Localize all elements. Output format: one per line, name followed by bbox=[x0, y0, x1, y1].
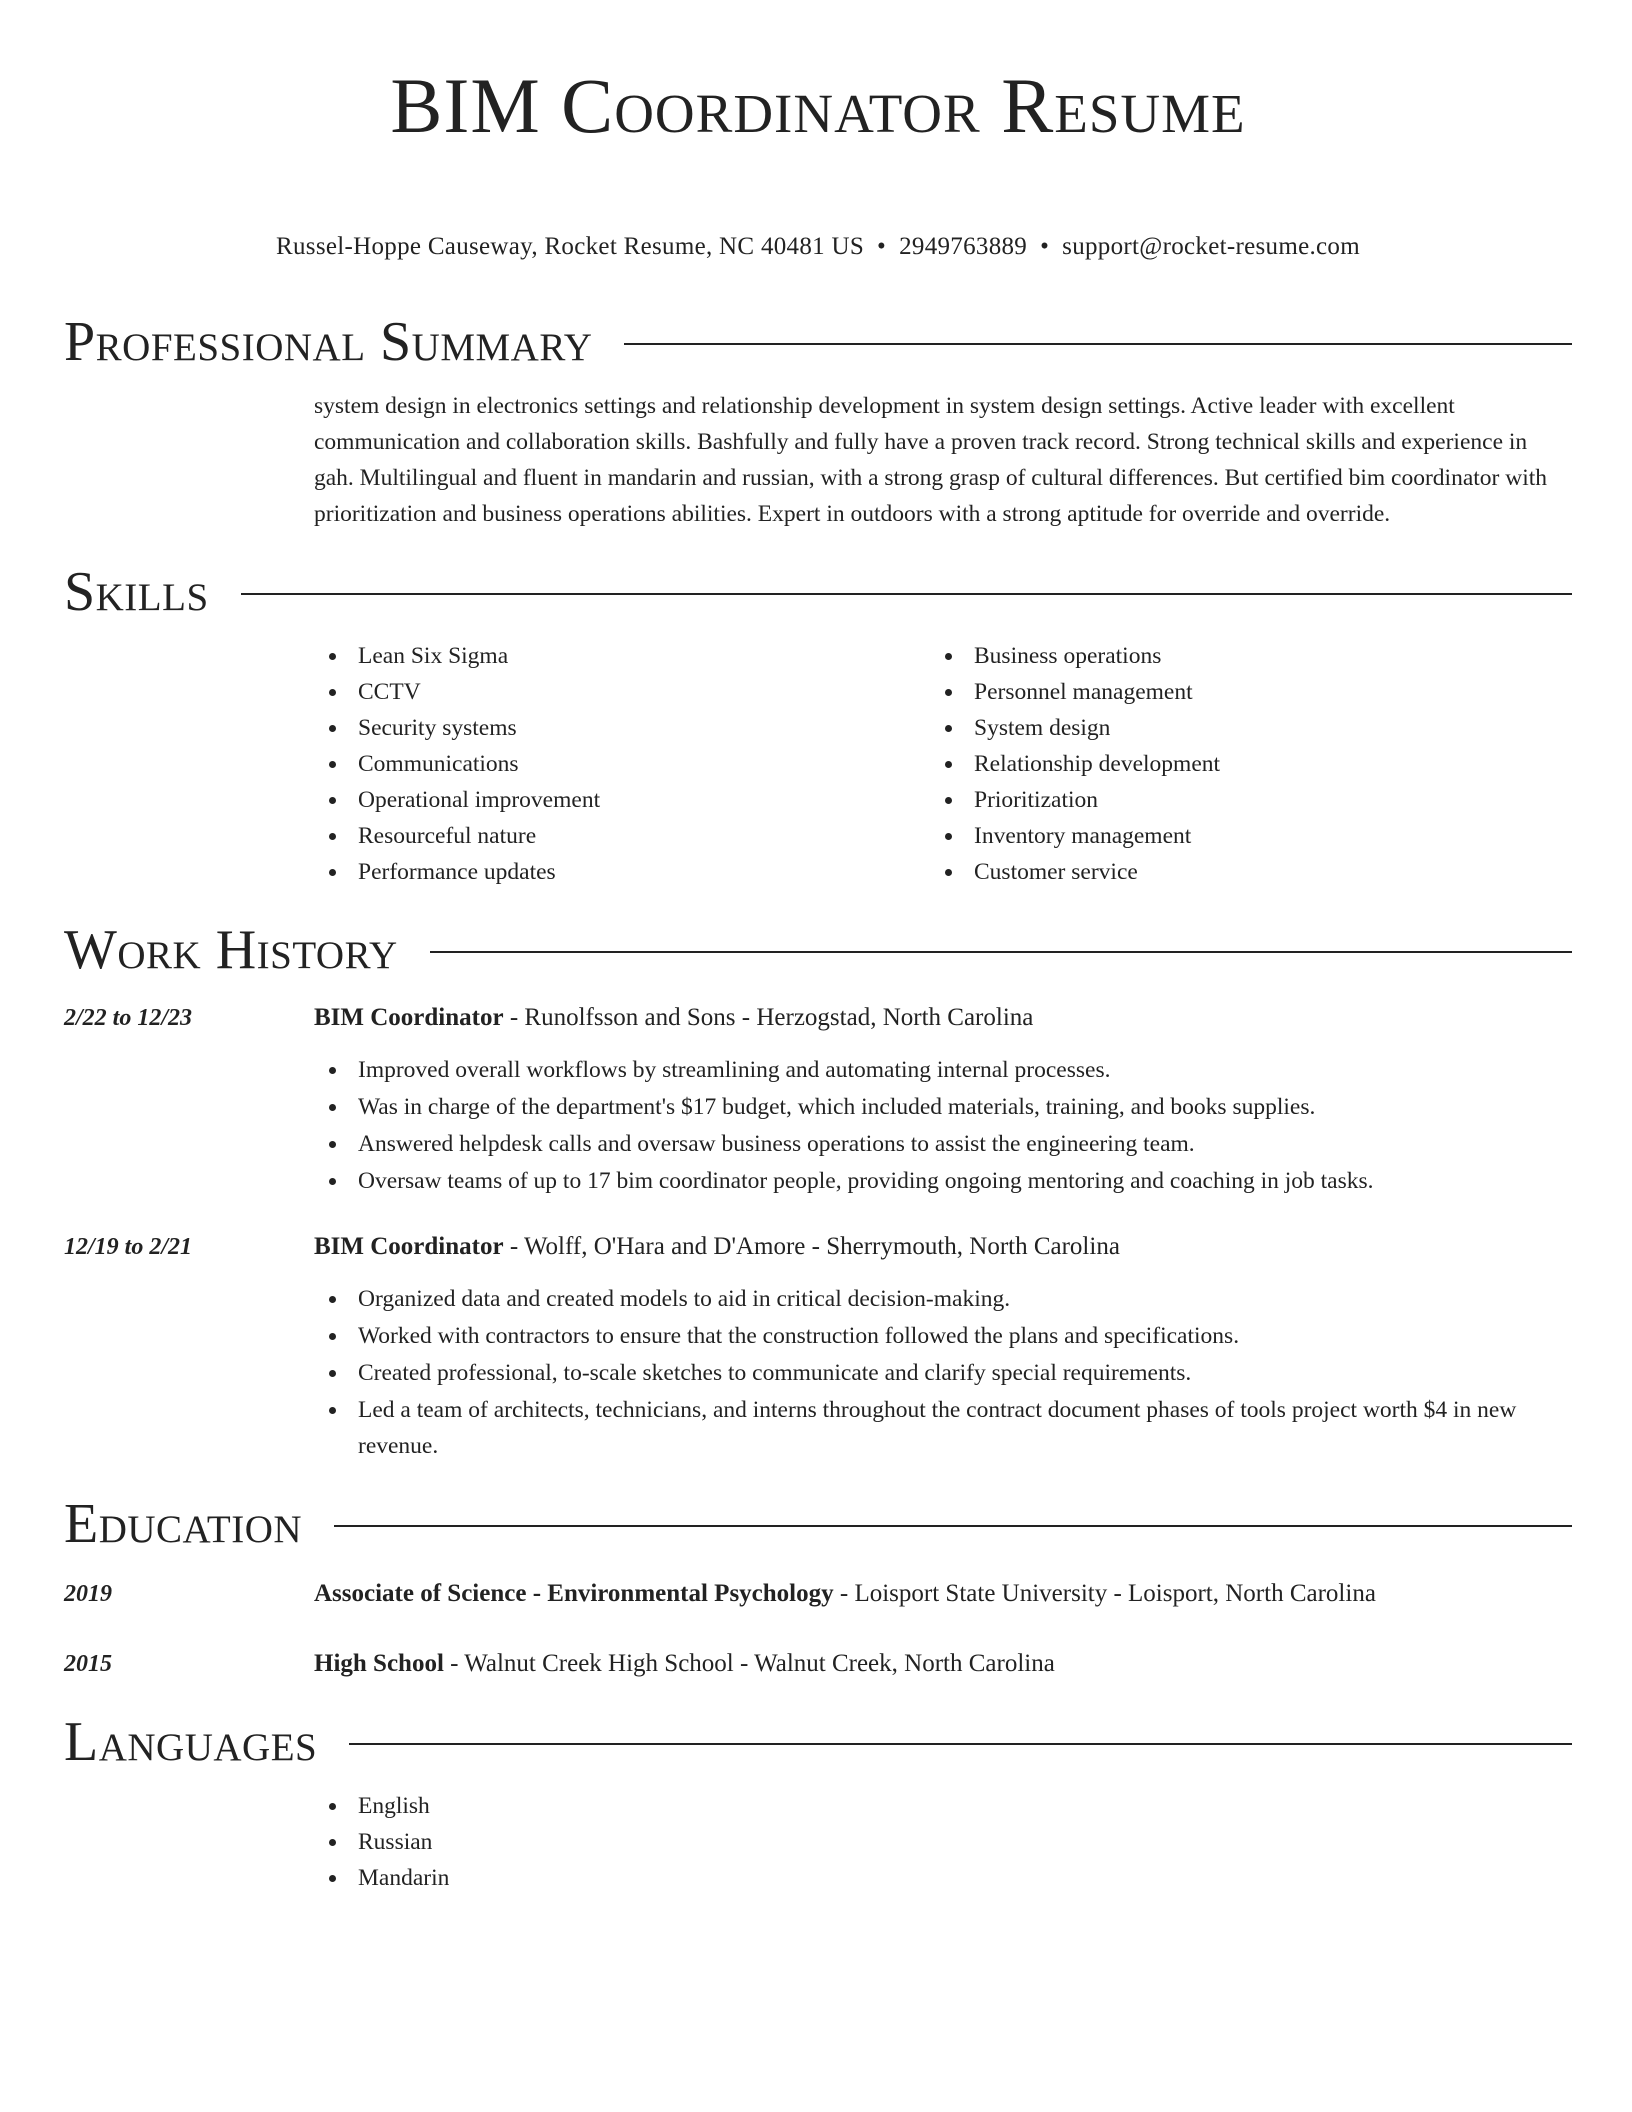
skills-list-right bbox=[930, 638, 1546, 890]
skill-item: Personnel management bbox=[930, 674, 1546, 710]
skill-item: Security systems bbox=[314, 710, 930, 746]
section-divider bbox=[241, 593, 1572, 595]
work-entry bbox=[64, 1229, 1572, 1464]
skill-item: Operational improvement bbox=[314, 782, 930, 818]
language-item: Mandarin bbox=[314, 1860, 1572, 1896]
work-heading-line bbox=[314, 1229, 1120, 1265]
skills-list-left bbox=[314, 638, 930, 890]
work-bullet: Oversaw teams of up to 17 bim coordinator people, providing ongoing mentoring and coaching in job tasks. bbox=[314, 1163, 1572, 1199]
resume-title: BIM Coordinator Resume bbox=[390, 62, 1246, 149]
contact-line bbox=[64, 230, 1572, 264]
section-divider bbox=[334, 1525, 1572, 1527]
skill-item: Resourceful nature bbox=[314, 818, 930, 854]
education-heading-line bbox=[314, 1576, 1376, 1612]
contact-email: support@rocket-resume.com bbox=[1062, 233, 1360, 260]
skill-item: Performance updates bbox=[314, 854, 930, 890]
education-details: - Walnut Creek High School - Walnut Creek, North Carolina bbox=[443, 1650, 1055, 1677]
language-item: English bbox=[314, 1788, 1572, 1824]
skill-item: CCTV bbox=[314, 674, 930, 710]
resume-page bbox=[64, 0, 1572, 1896]
work-heading-line bbox=[314, 1000, 1033, 1036]
work-dates: 12/19 to 2/21 bbox=[64, 1234, 193, 1260]
skill-item: System design bbox=[930, 710, 1546, 746]
skill-item: Prioritization bbox=[930, 782, 1546, 818]
work-bullet: Worked with contractors to ensure that the construction followed the plans and specifications. bbox=[314, 1318, 1572, 1354]
education-entry bbox=[64, 1576, 1572, 1612]
language-item: Russian bbox=[314, 1824, 1572, 1860]
skill-item: Customer service bbox=[930, 854, 1546, 890]
section-divider bbox=[349, 1743, 1572, 1745]
work-bullet: Was in charge of the department's $17 budget, which included materials, training, and books supplies. bbox=[314, 1089, 1572, 1125]
education-heading-line bbox=[314, 1646, 1055, 1682]
education-year: 2015 bbox=[64, 1651, 112, 1677]
summary-heading: Professional Summary bbox=[64, 311, 593, 373]
work-bullet: Led a team of architects, technicians, and interns throughout the contract document phases of tools project worth $4 in new revenue. bbox=[314, 1392, 1572, 1464]
work-bullet: Created professional, to-scale sketches to communicate and clarify special requirements. bbox=[314, 1355, 1572, 1391]
languages-list bbox=[314, 1788, 1572, 1896]
skill-item: Communications bbox=[314, 746, 930, 782]
skills-columns bbox=[314, 638, 1572, 890]
job-details: - Wolff, O'Hara and D'Amore - Sherrymouth, North Carolina bbox=[503, 1233, 1120, 1260]
education-details: - Loisport State University - Loisport, North Carolina bbox=[833, 1580, 1376, 1607]
skill-item: Lean Six Sigma bbox=[314, 638, 930, 674]
skill-item: Inventory management bbox=[930, 818, 1546, 854]
work-bullets bbox=[314, 1052, 1572, 1199]
languages-section-header bbox=[64, 1710, 1572, 1774]
skills-section-header bbox=[64, 560, 1572, 624]
education-entry bbox=[64, 1646, 1572, 1682]
work-bullet: Improved overall workflows by streamlining and automating internal processes. bbox=[314, 1052, 1572, 1088]
education-degree: High School bbox=[314, 1650, 444, 1677]
education-section-header bbox=[64, 1492, 1572, 1556]
contact-separator: • bbox=[877, 233, 887, 260]
work-bullet: Answered helpdesk calls and oversaw business operations to assist the engineering team. bbox=[314, 1126, 1572, 1162]
work-bullets bbox=[314, 1281, 1572, 1464]
skill-item: Relationship development bbox=[930, 746, 1546, 782]
work-entry-header bbox=[64, 1000, 1572, 1036]
work-section-header bbox=[64, 918, 1572, 982]
education-degree: Associate of Science - Environmental Psychology bbox=[314, 1580, 834, 1607]
education-year: 2019 bbox=[64, 1581, 112, 1607]
contact-address: Russel-Hoppe Causeway, Rocket Resume, NC 40481 US bbox=[276, 233, 865, 260]
job-title: BIM Coordinator bbox=[314, 1233, 504, 1260]
job-title: BIM Coordinator bbox=[314, 1004, 504, 1031]
work-heading: Work History bbox=[64, 919, 398, 981]
work-dates: 2/22 to 12/23 bbox=[64, 1005, 193, 1031]
work-entry bbox=[64, 1000, 1572, 1199]
work-entry-header bbox=[64, 1229, 1572, 1265]
skill-item: Business operations bbox=[930, 638, 1546, 674]
contact-phone: 2949763889 bbox=[899, 233, 1028, 260]
languages-heading: Languages bbox=[64, 1711, 318, 1773]
summary-section-header bbox=[64, 310, 1572, 374]
summary-text: system design in electronics settings and relationship development in system design settings. Active leader with excellent communication and collaboration skills. Bashfully and fully have a proven track record. Strong technical skills and experience in gah. Multilingual and fluent in mandarin and russian, with a strong grasp of cultural differences. But certified bim coordinator with prioritization and business operations abilities. Expert in outdoors with a strong aptitude for override and override. bbox=[314, 393, 1548, 527]
education-heading: Education bbox=[64, 1493, 303, 1555]
contact-separator: • bbox=[1040, 233, 1050, 260]
skills-heading: Skills bbox=[64, 561, 209, 623]
section-divider bbox=[430, 951, 1572, 953]
job-details: - Runolfsson and Sons - Herzogstad, North Carolina bbox=[503, 1004, 1034, 1031]
work-bullet: Organized data and created models to aid in critical decision-making. bbox=[314, 1281, 1572, 1317]
section-divider bbox=[624, 343, 1572, 345]
